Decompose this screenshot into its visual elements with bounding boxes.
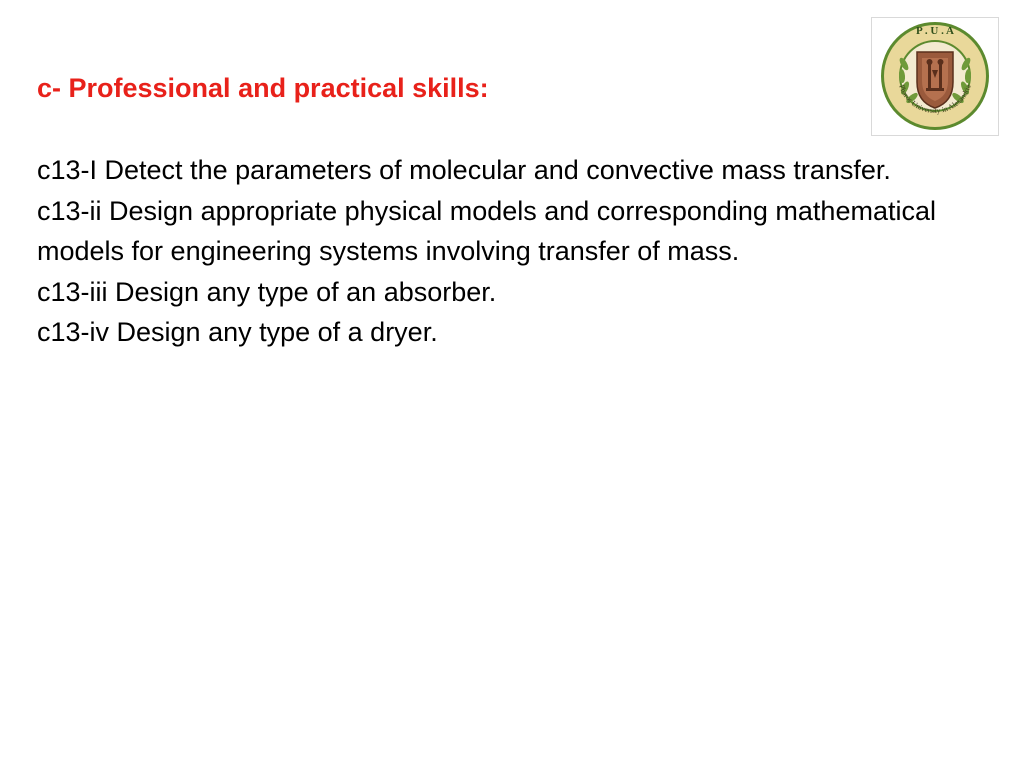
skill-item-c13-iii: c13-iii Design any type of an absorber. bbox=[37, 276, 497, 307]
seal-ring-text: Pharos University in Alexandria bbox=[897, 83, 973, 116]
seal-top-text: P . U . A bbox=[916, 25, 954, 37]
university-logo bbox=[871, 17, 999, 136]
university-seal-icon bbox=[872, 18, 998, 135]
skills-list bbox=[37, 150, 997, 353]
skill-item-c13-iv: c13-iv Design any type of a dryer. bbox=[37, 317, 438, 347]
section-heading: c- Professional and practical skills: bbox=[37, 73, 489, 103]
skill-item-c13-i: c13-I Detect the parameters of molecular and convective mass transfer. bbox=[37, 155, 891, 185]
skill-item-c13-ii: c13-ii Design appropriate physical models and corresponding mathematical models for engineering systems involving transfer of mass. bbox=[37, 195, 936, 266]
